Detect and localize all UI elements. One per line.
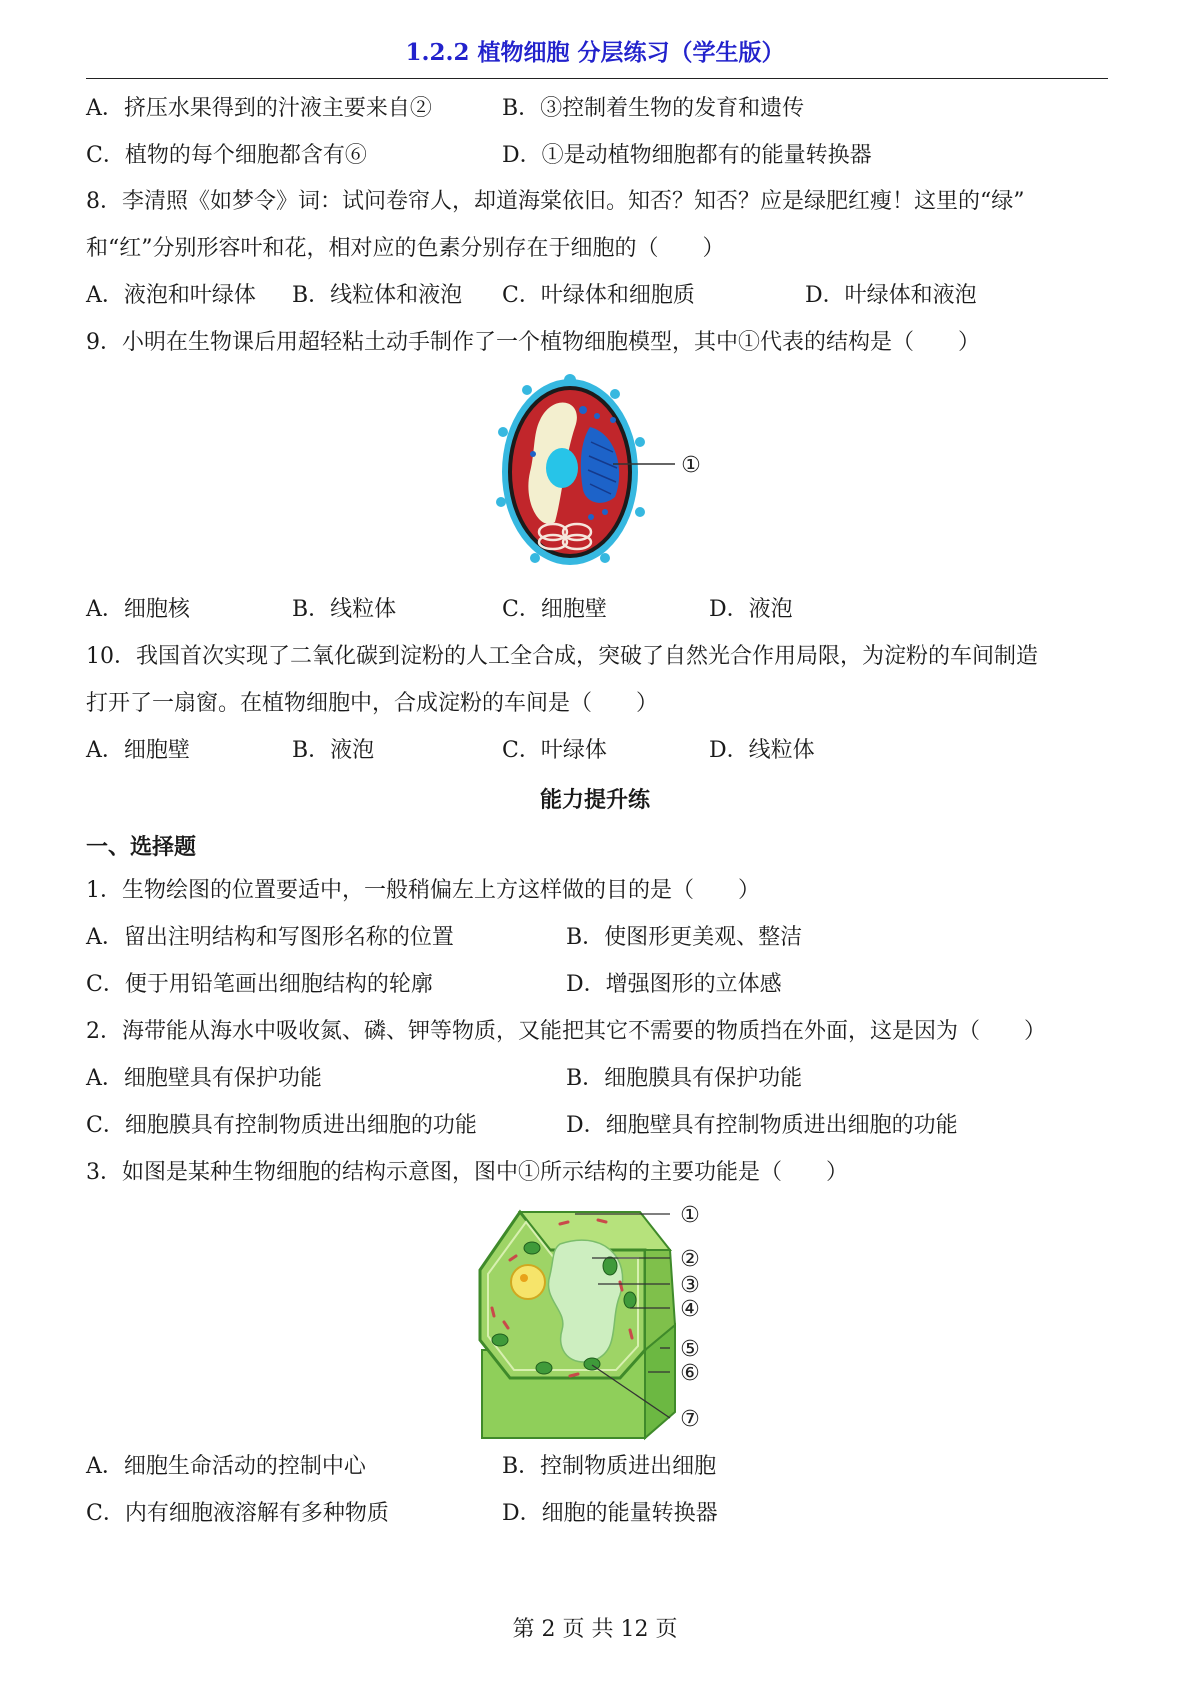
p2-option-c: C．细胞膜具有控制物质进出细胞的功能: [86, 1113, 477, 1138]
q10-stem-line1: 10．我国首次实现了二氧化碳到淀粉的人工全合成，突破了自然光合作用局限，为淀粉的车间制造: [86, 644, 1038, 669]
nucleolus-shape: [520, 1274, 528, 1282]
p3-option-d: D．细胞的能量转换器: [502, 1501, 718, 1526]
q7-option-a: A．挤压水果得到的汁液主要来自②: [86, 96, 432, 121]
nucleus-shape: [511, 1265, 545, 1299]
page-footer: 第 2 页 共 12 页: [512, 1617, 678, 1642]
section-subtitle: 一、选择题: [86, 834, 197, 860]
nucleus-shape: [546, 448, 578, 488]
p1-option-c: C．便于用铅笔画出细胞结构的轮廓: [86, 972, 433, 997]
q10-option-b: B．液泡: [292, 738, 375, 763]
figure-label-5: ⑤: [680, 1337, 700, 1362]
q10-stem-line2: 打开了一扇窗。在植物细胞中，合成淀粉的车间是（ ）: [86, 691, 659, 716]
plant-cell-structure-figure: [470, 1200, 730, 1445]
p1-stem: 1．生物绘图的位置要适中，一般稍偏左上方这样做的目的是（ ）: [86, 878, 760, 903]
p2-option-a: A．细胞壁具有保护功能: [86, 1066, 322, 1091]
figure-label-7: ⑦: [680, 1407, 700, 1432]
q8-option-a: A．液泡和叶绿体: [86, 283, 256, 308]
p1-option-d: D．增强图形的立体感: [566, 972, 782, 997]
q8-option-b: B．线粒体和液泡: [292, 283, 463, 308]
p3-option-c: C．内有细胞液溶解有多种物质: [86, 1501, 389, 1526]
p3-option-b: B．控制物质进出细胞: [502, 1454, 717, 1479]
section-title: 能力提升练: [539, 787, 650, 813]
q9-option-b: B．线粒体: [292, 597, 397, 622]
page-header-title: 1.2.2 植物细胞 分层练习（学生版）: [405, 39, 785, 66]
p3-stem: 3．如图是某种生物细胞的结构示意图，图中①所示结构的主要功能是（ ）: [86, 1160, 848, 1185]
figure-label-2: ②: [680, 1247, 700, 1272]
q10-option-c: C．叶绿体: [502, 738, 607, 763]
q8-option-c: C．叶绿体和细胞质: [502, 283, 695, 308]
figure-label-6: ⑥: [680, 1361, 700, 1386]
q7-option-d: D．①是动植物细胞都有的能量转换器: [502, 143, 872, 168]
figure-label-3: ③: [680, 1273, 700, 1298]
q9-option-d: D．液泡: [709, 597, 793, 622]
q9-option-c: C．细胞壁: [502, 597, 607, 622]
figure-label-1: ①: [681, 453, 701, 478]
p3-option-a: A．细胞生命活动的控制中心: [86, 1454, 366, 1479]
q8-option-d: D．叶绿体和液泡: [805, 283, 977, 308]
p2-option-d: D．细胞壁具有控制物质进出细胞的功能: [566, 1113, 958, 1138]
q8-stem-line1: 8．李清照《如梦令》词：试问卷帘人，却道海棠依旧。知否？知否？应是绿肥红瘦！这里的“绿”: [86, 189, 1025, 214]
figure-label-1: ①: [680, 1203, 700, 1228]
p1-option-a: A．留出注明结构和写图形名称的位置: [86, 925, 454, 950]
q10-option-d: D．线粒体: [709, 738, 815, 763]
q7-option-b: B．③控制着生物的发育和遗传: [502, 96, 805, 121]
plant-cell-model-figure: [495, 372, 725, 572]
q7-option-c: C．植物的每个细胞都含有⑥: [86, 143, 367, 168]
q10-option-a: A．细胞壁: [86, 738, 190, 763]
header-divider: [86, 78, 1108, 79]
figure-label-4: ④: [680, 1297, 700, 1322]
figure-labels: [680, 1203, 700, 1432]
p2-option-b: B．细胞膜具有保护功能: [566, 1066, 803, 1091]
q8-stem-line2: 和“红”分别形容叶和花，相对应的色素分别存在于细胞的（ ）: [86, 236, 725, 261]
p1-option-b: B．使图形更美观、整洁: [566, 925, 803, 950]
p2-stem: 2．海带能从海水中吸收氮、磷、钾等物质，又能把其它不需要的物质挡在外面，这是因为（ ）: [86, 1019, 1047, 1044]
q9-stem: 9．小明在生物课后用超轻粘土动手制作了一个植物细胞模型，其中①代表的结构是（ ）: [86, 330, 981, 355]
q9-option-a: A．细胞核: [86, 597, 190, 622]
